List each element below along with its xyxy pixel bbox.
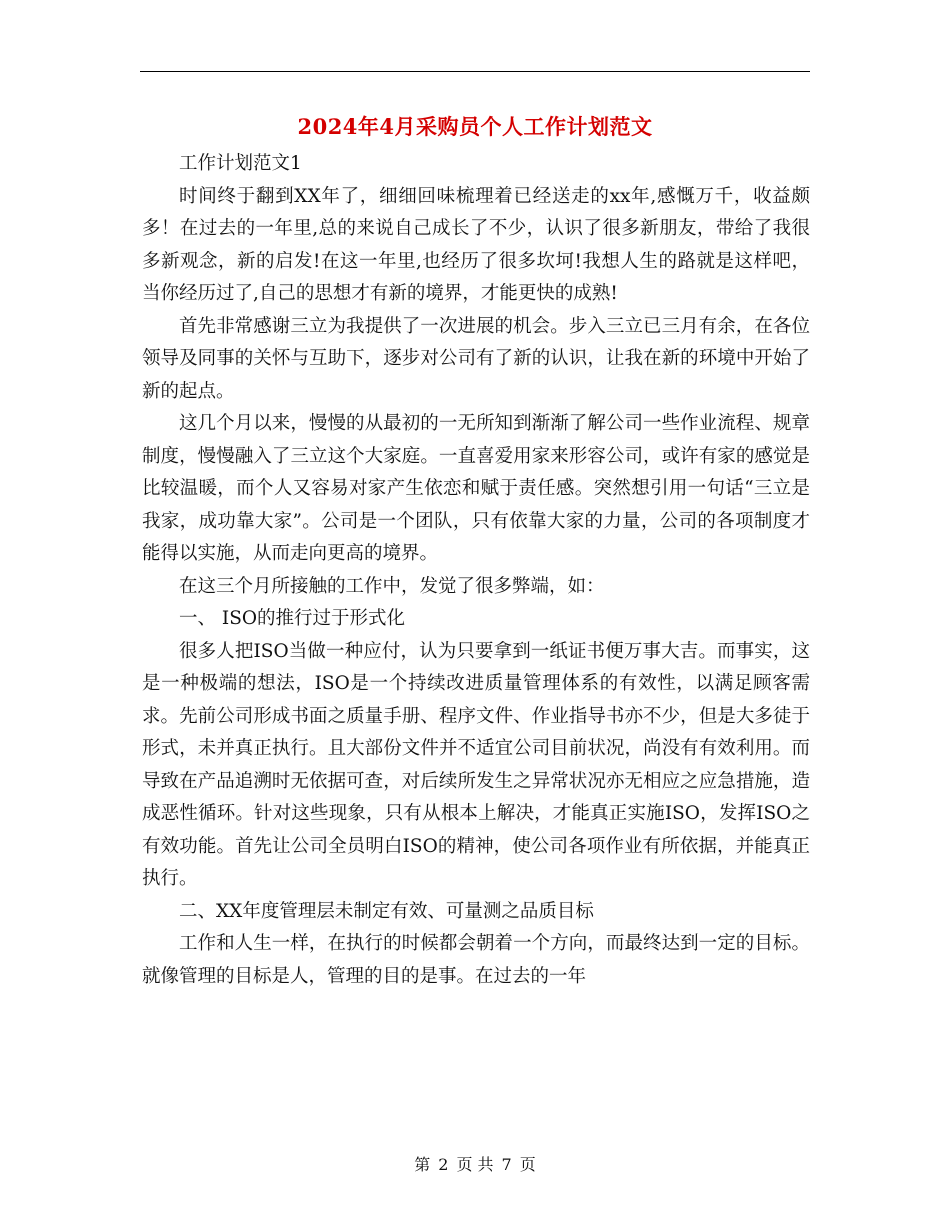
page-footer (0, 1153, 950, 1177)
footer-suffix: 页 (519, 1155, 536, 1174)
section-heading: 工作计划范文1 (179, 153, 302, 174)
total-pages: 7 (501, 1155, 512, 1174)
footer-prefix: 第 (414, 1155, 431, 1174)
header-rule (140, 71, 810, 72)
document-body (142, 148, 810, 993)
document-title: 2024年4月采购员个人工作计划范文 (297, 114, 653, 139)
page-number: 2 (438, 1155, 449, 1174)
list-heading: 一、 ISO的推行过于形式化 (179, 608, 406, 629)
footer-middle: 页 共 (456, 1155, 494, 1174)
body-paragraph: 在这三个月所接触的工作中，发觉了很多弊端，如： (179, 575, 605, 597)
body-paragraph: 时间终于翻到XX年了，细细回味梳理着已经送走的xx年,感慨万千，收益颇多！在过去的一年里,总的来说自己成长了不少，认识了很多新朋友，带给了我很多新观念，新的启发!在这一年里,也经历了很多坎坷!我想人生的路就是这样吧，当你经历过了,自己的思想才有新的境界，才能更快的成熟! (142, 185, 810, 304)
list-heading: 二、XX年度管理层未制定有效、可量测之品质目标 (179, 900, 594, 922)
body-paragraph: 很多人把ISO当做一种应付，认为只要拿到一纸证书便万事大吉。而事实，这是一种极端的想法，ISO是一个持续改进质量管理体系的有效性，以满足顾客需求。先前公司形成书面之质量手册、程序文件、作业指导书亦不少，但是大多徒于形式，未并真正执行。且大部份文件并不适宜公司目前状况，尚没有有效利用。而导致在产品追溯时无依据可查，对后续所发生之异常状况亦无相应之应急措施，造成恶性循环。针对这些现象，只有从根本上解决，才能真正实施ISO，发挥ISO之有效功能。首先让公司全员明白ISO的精神，使公司各项作业有所依据，并能真正执行。 (142, 640, 810, 889)
body-paragraph: 工作和人生一样，在执行的时候都会朝着一个方向，而最终达到一定的目标。就像管理的目标是人，管理的目的是事。在过去的一年 (142, 933, 810, 987)
body-paragraph: 这几个月以来，慢慢的从最初的一无所知到渐渐了解公司一些作业流程、规章制度，慢慢融入了三立这个大家庭。一直喜爱用家来形容公司，或许有家的感觉是比较温暖，而个人又容易对家产生依恋和赋于责任感。突然想引用一句话“三立是我家，成功靠大家”。公司是一个团队，只有依靠大家的力量，公司的各项制度才能得以实施，从而走向更高的境界。 (142, 413, 810, 564)
body-paragraph: 首先非常感谢三立为我提供了一次进展的机会。步入三立已三月有余，在各位领导及同事的关怀与互助下，逐步对公司有了新的认识，让我在新的环境中开始了新的起点。 (142, 315, 810, 402)
